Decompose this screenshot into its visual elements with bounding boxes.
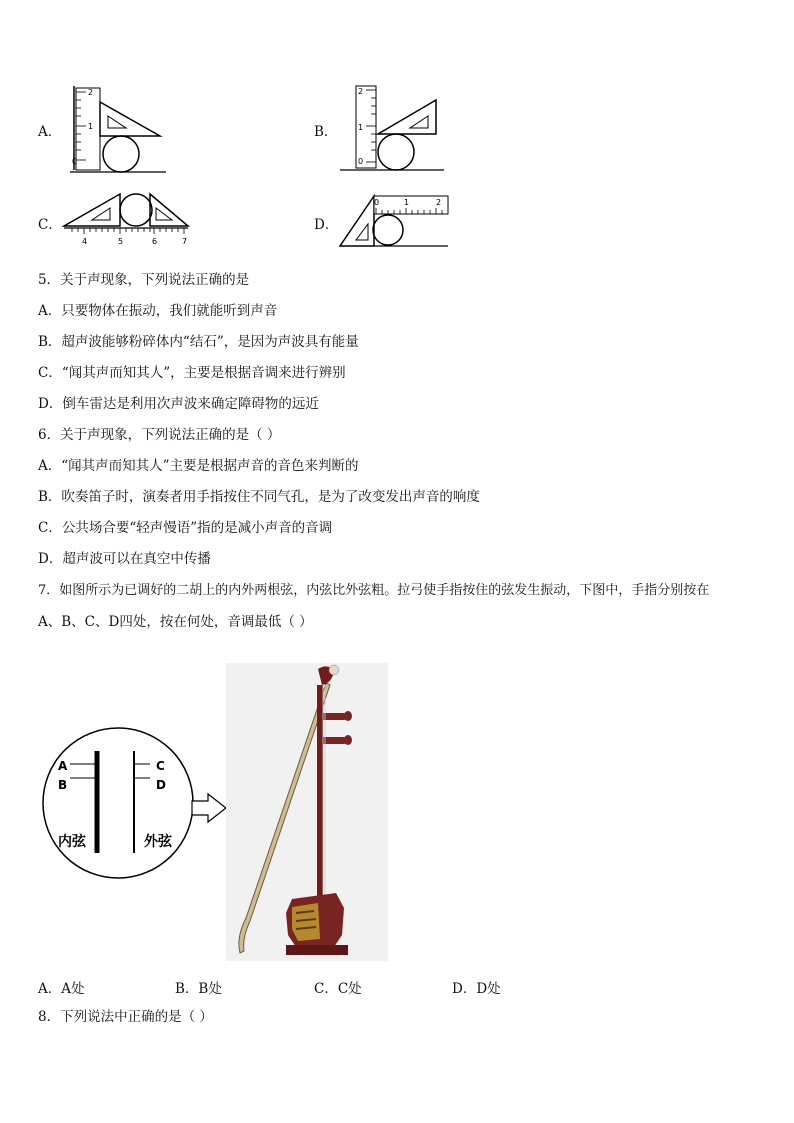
q4-b-tick-0: 0 bbox=[358, 157, 364, 166]
q4-option-c-label: C． bbox=[38, 217, 62, 233]
q4-a-tick-0: 0 bbox=[72, 157, 78, 166]
q5-stem: 5．关于声现象，下列说法正确的是 bbox=[38, 272, 250, 288]
q7-label-d: D bbox=[156, 778, 166, 792]
q4-a-tick-1: 1 bbox=[88, 122, 94, 131]
q4-option-d-label: D． bbox=[314, 217, 339, 233]
q4-c-tick-6: 6 bbox=[152, 237, 158, 246]
q4-c-tick-5: 5 bbox=[118, 237, 124, 246]
q5-option-b: B．超声波能够粉碎体内“结石”，是因为声波具有能量 bbox=[38, 334, 359, 350]
q4-figure-c bbox=[62, 190, 194, 250]
q7-label-a: A bbox=[58, 759, 68, 773]
q4-d-tick-0: 0 bbox=[374, 198, 380, 207]
q6-option-c: C．公共场合要“轻声慢语”指的是减小声音的音调 bbox=[38, 520, 333, 536]
q7-label-outer: 外弦 bbox=[144, 834, 172, 850]
q4-b-tick-1: 1 bbox=[358, 123, 364, 132]
q4-a-tick-2: 2 bbox=[88, 88, 94, 97]
q7-stem-line2: A、B、C、D四处，按在何处，音调最低（ ） bbox=[38, 614, 313, 630]
q4-c-tick-7: 7 bbox=[182, 237, 188, 246]
q5-option-c: C．“闻其声而知其人”，主要是根据音调来进行辨别 bbox=[38, 365, 346, 381]
q7-label-b: B bbox=[58, 778, 68, 792]
q4-c-tick-4: 4 bbox=[82, 237, 88, 246]
q6-option-b: B．吹奏笛子时，演奏者用手指按住不同气孔，是为了改变发出声音的响度 bbox=[38, 489, 480, 505]
q4-figure-b bbox=[340, 82, 450, 174]
q6-stem: 6．关于声现象，下列说法正确的是（ ） bbox=[38, 427, 281, 443]
q7-option-b: B．B处 bbox=[175, 981, 222, 997]
q6-option-d: D．超声波可以在真空中传播 bbox=[38, 551, 211, 567]
q4-figure-d bbox=[338, 190, 452, 252]
q6-option-a: A．“闻其声而知其人”主要是根据声音的音色来判断的 bbox=[38, 458, 359, 474]
q4-d-tick-1: 1 bbox=[404, 198, 410, 207]
q7-erhu-image bbox=[226, 663, 388, 961]
q4-b-tick-2: 2 bbox=[358, 87, 364, 96]
q5-option-d: D．倒车雷达是利用次声波来确定障碍物的远近 bbox=[38, 396, 319, 412]
q4-d-tick-2: 2 bbox=[436, 198, 442, 207]
q4-option-a-label: A． bbox=[38, 124, 62, 140]
q4-figure-a bbox=[68, 82, 168, 174]
q7-stem-line1: 7．如图所示为已调好的二胡上的内外两根弦，内弦比外弦粗。拉弓使手指按住的弦发生振动，下图中，手指分别按在 bbox=[38, 583, 710, 598]
q7-option-c: C．C处 bbox=[314, 981, 362, 997]
q7-option-d: D．D处 bbox=[452, 981, 501, 997]
q7-label-c: C bbox=[156, 759, 165, 773]
q5-option-a: A．只要物体在振动，我们就能听到声音 bbox=[38, 303, 278, 319]
q4-option-b-label: B． bbox=[314, 124, 338, 140]
q7-label-inner: 内弦 bbox=[58, 834, 86, 850]
q7-strings-diagram bbox=[40, 725, 230, 881]
q8-stem: 8．下列说法中正确的是（ ） bbox=[38, 1009, 213, 1025]
q7-option-a: A．A处 bbox=[38, 981, 85, 997]
